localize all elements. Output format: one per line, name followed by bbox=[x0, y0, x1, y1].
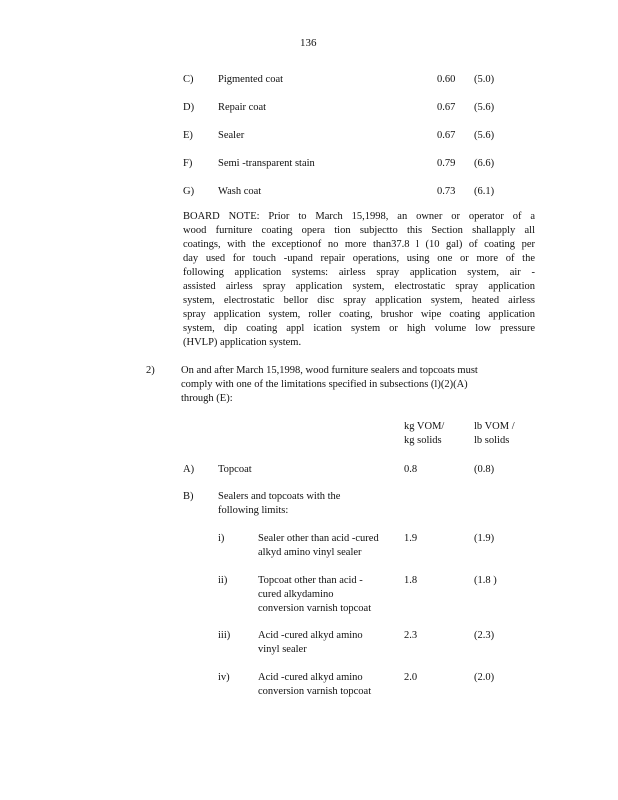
sub-row-lb-value: (1.9) bbox=[474, 533, 495, 544]
row-lb-value: (5.6) bbox=[474, 130, 495, 141]
row-lb-value: (5.6) bbox=[474, 102, 495, 113]
row-label: E) bbox=[183, 130, 193, 141]
kg-header-line1: kg VOM/ bbox=[404, 421, 445, 432]
paragraph-line: On and after March 15,1998, wood furniture sealers and topcoats must bbox=[181, 365, 478, 376]
paragraph-line: comply with one of the limitations specified in subsections (l)(2)(A) bbox=[181, 379, 468, 390]
lb-header-line1: lb VOM / bbox=[474, 421, 515, 432]
sub-row-kg-value: 2.0 bbox=[404, 672, 418, 683]
sub-row-label: i) bbox=[218, 533, 225, 544]
row-name-line1: Sealers and topcoats with the bbox=[218, 491, 341, 502]
sub-row-text: alkyd amino vinyl sealer bbox=[258, 547, 362, 558]
row-kg-value: 0.79 bbox=[437, 158, 456, 169]
row-lb-value: (6.6) bbox=[474, 158, 495, 169]
sub-row-label: iv) bbox=[218, 672, 230, 683]
row-label: G) bbox=[183, 186, 195, 197]
row-name: Semi -transparent stain bbox=[218, 158, 315, 169]
row-name: Sealer bbox=[218, 130, 245, 141]
row-lb-value: (6.1) bbox=[474, 186, 495, 197]
row-label: C) bbox=[183, 74, 194, 85]
sub-row-label: ii) bbox=[218, 575, 228, 586]
sub-row-text: vinyl sealer bbox=[258, 644, 307, 655]
sub-row-text: Sealer other than acid -cured bbox=[258, 533, 379, 544]
row-kg-value: 0.60 bbox=[437, 74, 456, 85]
row-name: Topcoat bbox=[218, 464, 252, 475]
row-name-line2: following limits: bbox=[218, 505, 289, 516]
row-kg-value: 0.67 bbox=[437, 130, 456, 141]
row-name: Pigmented coat bbox=[218, 74, 284, 85]
board-note-line: coatings, with the exceptionof no more than37.8 l (10 gal) of coating per bbox=[183, 239, 535, 250]
row-name: Wash coat bbox=[218, 186, 262, 197]
section-number: 2) bbox=[146, 365, 155, 376]
board-note-line: spray application system, roller coating, brushor wipe coating application bbox=[183, 309, 535, 320]
sub-row-kg-value: 1.9 bbox=[404, 533, 418, 544]
kg-header-line2: kg solids bbox=[404, 435, 442, 446]
board-note-line: following application systems: airless spray application system, air - bbox=[183, 267, 535, 278]
board-note-line: system, dip coating appl ication system or high volume low pressure bbox=[183, 323, 535, 334]
board-note-line: assisted airless spray application system, electrostatic spray application bbox=[183, 281, 535, 292]
sub-row-kg-value: 2.3 bbox=[404, 630, 418, 641]
row-label: A) bbox=[183, 464, 195, 475]
sub-row-label: iii) bbox=[218, 630, 231, 641]
paragraph-line: through (E): bbox=[181, 393, 233, 404]
sub-row-kg-value: 1.8 bbox=[404, 575, 418, 586]
lb-header-line2: lb solids bbox=[474, 435, 510, 446]
row-lb-value: (5.0) bbox=[474, 74, 495, 85]
sub-row-text: Topcoat other than acid - bbox=[258, 575, 363, 586]
sub-row-lb-value: (2.0) bbox=[474, 672, 495, 683]
board-note-line: BOARD NOTE: Prior to March 15,1998, an owner or operator of a bbox=[183, 211, 535, 222]
board-note-line: wood furniture coating opera tion subjectto this Section shallapply all bbox=[183, 225, 535, 236]
section-2-paragraph bbox=[181, 364, 521, 406]
sub-row-text: conversion varnish topcoat bbox=[258, 686, 372, 697]
row-name: Repair coat bbox=[218, 102, 267, 113]
board-note-line: system, electrostatic bellor disc spray application system, heated airless bbox=[183, 295, 535, 306]
row-lb-value: (0.8) bbox=[474, 464, 495, 475]
board-note-line: day used for touch -upand repair operations, using one or more of the bbox=[183, 253, 535, 264]
row-label: F) bbox=[183, 158, 193, 169]
board-note bbox=[183, 210, 535, 350]
row-kg-value: 0.8 bbox=[404, 464, 418, 475]
sub-row-lb-value: (2.3) bbox=[474, 630, 495, 641]
row-kg-value: 0.67 bbox=[437, 102, 456, 113]
sub-row-lb-value: (1.8 ) bbox=[474, 575, 497, 586]
row-kg-value: 0.73 bbox=[437, 186, 456, 197]
sub-row-text: cured alkydamino bbox=[258, 589, 334, 600]
board-note-line: (HVLP) application system. bbox=[183, 337, 302, 348]
sub-row-text: Acid -cured alkyd amino bbox=[258, 630, 363, 641]
row-label: D) bbox=[183, 102, 195, 113]
page-number: 136 bbox=[300, 37, 317, 49]
sub-row-text: conversion varnish topcoat bbox=[258, 603, 372, 614]
row-label: B) bbox=[183, 491, 194, 502]
sub-row-text: Acid -cured alkyd amino bbox=[258, 672, 363, 683]
